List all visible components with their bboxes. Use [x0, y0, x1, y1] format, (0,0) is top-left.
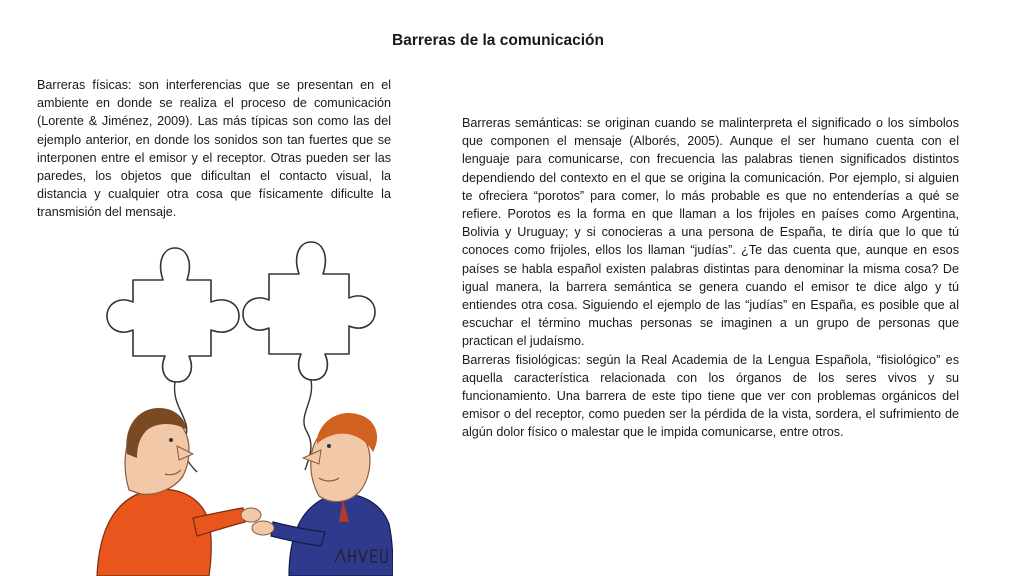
semantic-barriers-paragraph: Barreras semánticas: se originan cuando se malinterpreta el significado o los símbolos que componen el mensaje (Alborés, 2005). Aunque el ser humano cuenta con el lenguaje para comunicarse, con frecuencia las palabras tienen significados distintos dependiendo del contexto en el que se origina la comunicación. Por ejemplo, si alguien te ofreciera “porotos” para comer, lo más probable es que no entenderías a qué se refiere. Porotos es la forma en que llaman a los frijoles en países como Argentina, Bolivia y Uruguay; y si conocieras a una persona de España, te diría que lo que tú conoces como frijoles, ellos los llaman “judías”. ¿Te das cuenta que, aunque en esos países se habla español existen palabras distintas para denominar la misma cosa? De igual manera, la barrera semántica se genera cuando el emisor te dice algo y tú entiendes otra cosa. Siguiendo el ejemplo de las “judías” en España, es posible que al escuchar el término muchas personas se imaginen a un grupo de personas que practican el judaísmo.: [462, 116, 959, 349]
right-text-block: [462, 114, 959, 442]
left-puzzle-bubble: [107, 248, 239, 382]
slide-title: Barreras de la comunicación: [392, 32, 604, 49]
physiological-barriers-paragraph: Barreras fisiológicas: según la Real Academia de la Lengua Española, “fisiológico” es aquella característica relacionada con los órganos de los seres vivos y su funcionamiento. Una barrera de este tipo tiene que ver con problemas orgánicos del emisor o del receptor, como pueden ser la pérdida de la vista, sordera, el sufrimiento de algún dolor físico o malestar que le impida comunicarse, entre otros.: [462, 352, 959, 440]
right-person: [252, 413, 393, 576]
right-puzzle-bubble: [243, 242, 375, 380]
physical-barriers-paragraph: Barreras físicas: son interferencias que se presentan en el ambiente en donde se realiza el proceso de comunicación (Lorente & Jiménez, 2009). Las más típicas son como las del ejemplo anterior, en donde los sonidos son tan fuertes que se interponen entre el emisor y el receptor. Otras pueden ser las paredes, los objetos que dificultan el contacto visual, la distancia y cualquier otra cosa que físicamente dificulte la transmisión del mensaje.: [37, 78, 391, 220]
communication-illustration: [93, 232, 393, 576]
left-person: [97, 408, 261, 576]
